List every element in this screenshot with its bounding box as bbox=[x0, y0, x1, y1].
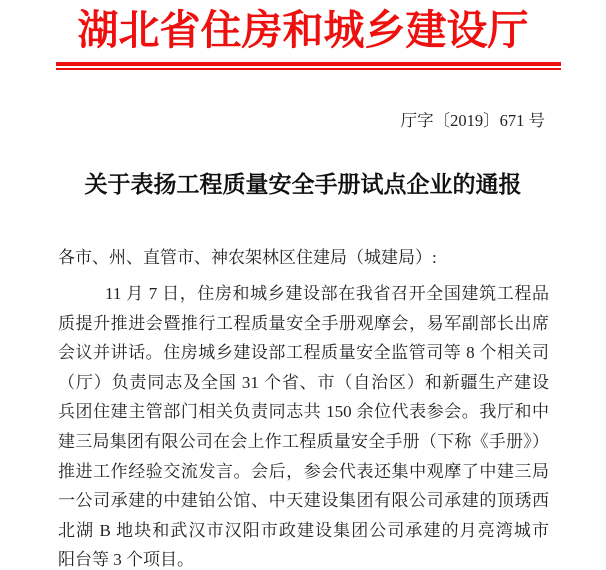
document-number: 厅字〔2019〕671 号 bbox=[400, 111, 545, 130]
body-line: 阳台等 3 个项目。 bbox=[58, 550, 194, 570]
body-line: 会议并讲话。住房城乡建设部工程质量安全监管司等 8 个相关司 bbox=[58, 343, 549, 363]
header-divider bbox=[56, 62, 561, 70]
document-header-org-name: 湖北省住房和城乡建设厅 bbox=[77, 7, 529, 53]
body-line: 北湖 B 地块和武汉市汉阳市政建设集团公司承建的月亮湾城市 bbox=[58, 520, 549, 540]
body-line: 质提升推进会暨推行工程质量安全手册观摩会，易军副部长出席 bbox=[58, 313, 549, 333]
body-line: 兵团住建主管部门相关负责同志共 150 余位代表参会。我厅和中 bbox=[58, 402, 549, 422]
body-paragraph bbox=[58, 279, 549, 570]
body-line: 11 月 7 日，住房和城乡建设部在我省召开全国建筑工程品 bbox=[105, 284, 549, 303]
document-title: 关于表扬工程质量安全手册试点企业的通报 bbox=[84, 172, 522, 197]
body-line: 一公司承建的中建铂公馆、中天建设集团有限公司承建的顶琇西 bbox=[58, 491, 549, 511]
salutation-line: 各市、州、直管市、神农架林区住建局（城建局）: bbox=[58, 248, 437, 267]
header-divider-thick-line bbox=[56, 62, 561, 66]
body-line: 建三局集团有限公司在会上作工程质量安全手册（下称《手册》） bbox=[58, 431, 549, 451]
body-line: 推进工作经验交流发言。会后，参会代表还集中观摩了中建三局 bbox=[58, 461, 549, 481]
header-divider-thin-line bbox=[56, 68, 561, 70]
body-line: （厅）负责同志及全国 31 个省、市（自治区）和新疆生产建设 bbox=[58, 372, 549, 392]
